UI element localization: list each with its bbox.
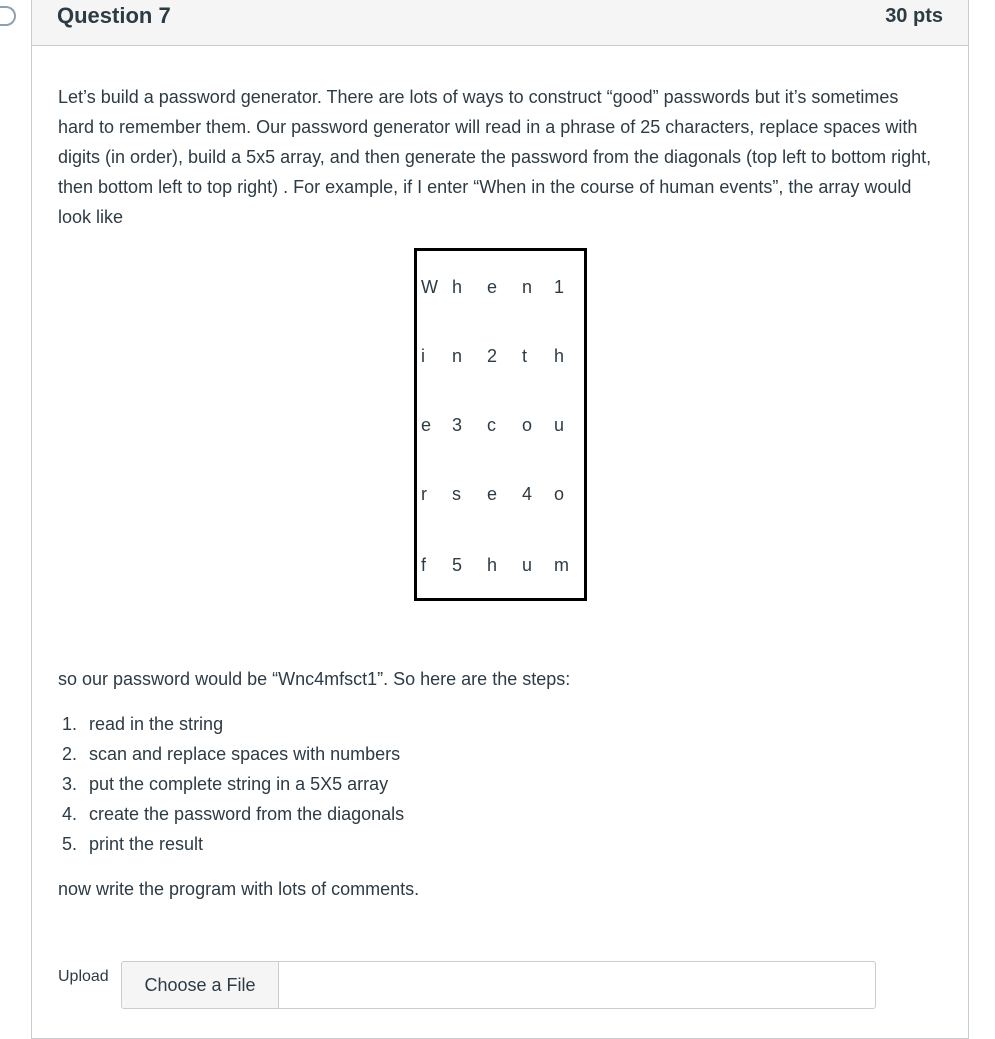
question-prompt: Let’s build a password generator. There are lots of ways to construct “good” passwords but it’s sometimes hard to remember them. Our password generator will read in a phrase of 25 characters, replace spaces with digits (in order), build a 5x5 array, and then generate the password from the diagonals (top left to bottom right, then bottom left to top right) . For example, if I enter “When in the course of human events”, the array would look like bbox=[58, 87, 932, 227]
step-number: 1. bbox=[62, 714, 78, 734]
grid-cell: s bbox=[452, 484, 461, 504]
step-text: put the complete string in a 5X5 array bbox=[89, 774, 389, 794]
question-header bbox=[32, 0, 968, 46]
grid-cell: n bbox=[522, 277, 533, 297]
example-grid bbox=[414, 248, 587, 601]
question-card bbox=[31, 0, 969, 1039]
grid-cell: e bbox=[487, 484, 498, 504]
list-item bbox=[62, 739, 404, 769]
step-number: 3. bbox=[62, 774, 78, 794]
step-number: 2. bbox=[62, 744, 78, 764]
grid-cell: h bbox=[487, 555, 498, 575]
question-points: 30 pts bbox=[885, 5, 943, 27]
grid-cell: 2 bbox=[487, 346, 498, 366]
grid-cell: e bbox=[421, 415, 432, 435]
grid-cell: 5 bbox=[452, 555, 463, 575]
grid-cell: i bbox=[421, 346, 425, 366]
closing-instruction: now write the program with lots of comments. bbox=[58, 879, 420, 899]
grid-cell: n bbox=[452, 346, 463, 366]
grid-cell: 4 bbox=[522, 484, 533, 504]
grid-cell: e bbox=[487, 277, 498, 297]
step-text: print the result bbox=[89, 834, 204, 854]
list-item bbox=[62, 769, 404, 799]
grid-cell: 3 bbox=[452, 415, 463, 435]
question-flag-icon[interactable] bbox=[0, 6, 16, 26]
step-text: scan and replace spaces with numbers bbox=[89, 744, 401, 764]
grid-cell: 1 bbox=[554, 277, 565, 297]
grid-cell: c bbox=[487, 415, 496, 435]
list-item bbox=[62, 799, 404, 829]
grid-cell: r bbox=[421, 484, 427, 504]
grid-cell: o bbox=[522, 415, 533, 435]
grid-cell: t bbox=[522, 346, 528, 366]
password-example-text: so our password would be “Wnc4mfsct1”. So here are the steps: bbox=[58, 669, 571, 689]
grid-cell: h bbox=[452, 277, 463, 297]
grid-cell: o bbox=[554, 484, 565, 504]
step-number: 5. bbox=[62, 834, 78, 854]
choose-file-button[interactable]: Choose a File bbox=[122, 962, 279, 1008]
grid-cell: m bbox=[554, 555, 569, 575]
question-title: Question 7 bbox=[57, 3, 171, 28]
list-item bbox=[62, 829, 404, 859]
step-number: 4. bbox=[62, 804, 78, 824]
step-text: read in the string bbox=[89, 714, 224, 734]
list-item bbox=[62, 709, 404, 739]
grid-cell: h bbox=[554, 346, 565, 366]
grid-cell: u bbox=[554, 415, 565, 435]
step-text: create the password from the diagonals bbox=[89, 804, 405, 824]
grid-cell: W bbox=[421, 277, 438, 297]
grid-cell: f bbox=[421, 555, 427, 575]
steps-list bbox=[62, 709, 404, 859]
grid-cell: u bbox=[522, 555, 533, 575]
file-upload-field[interactable] bbox=[121, 961, 876, 1009]
upload-label: Upload bbox=[58, 968, 109, 985]
